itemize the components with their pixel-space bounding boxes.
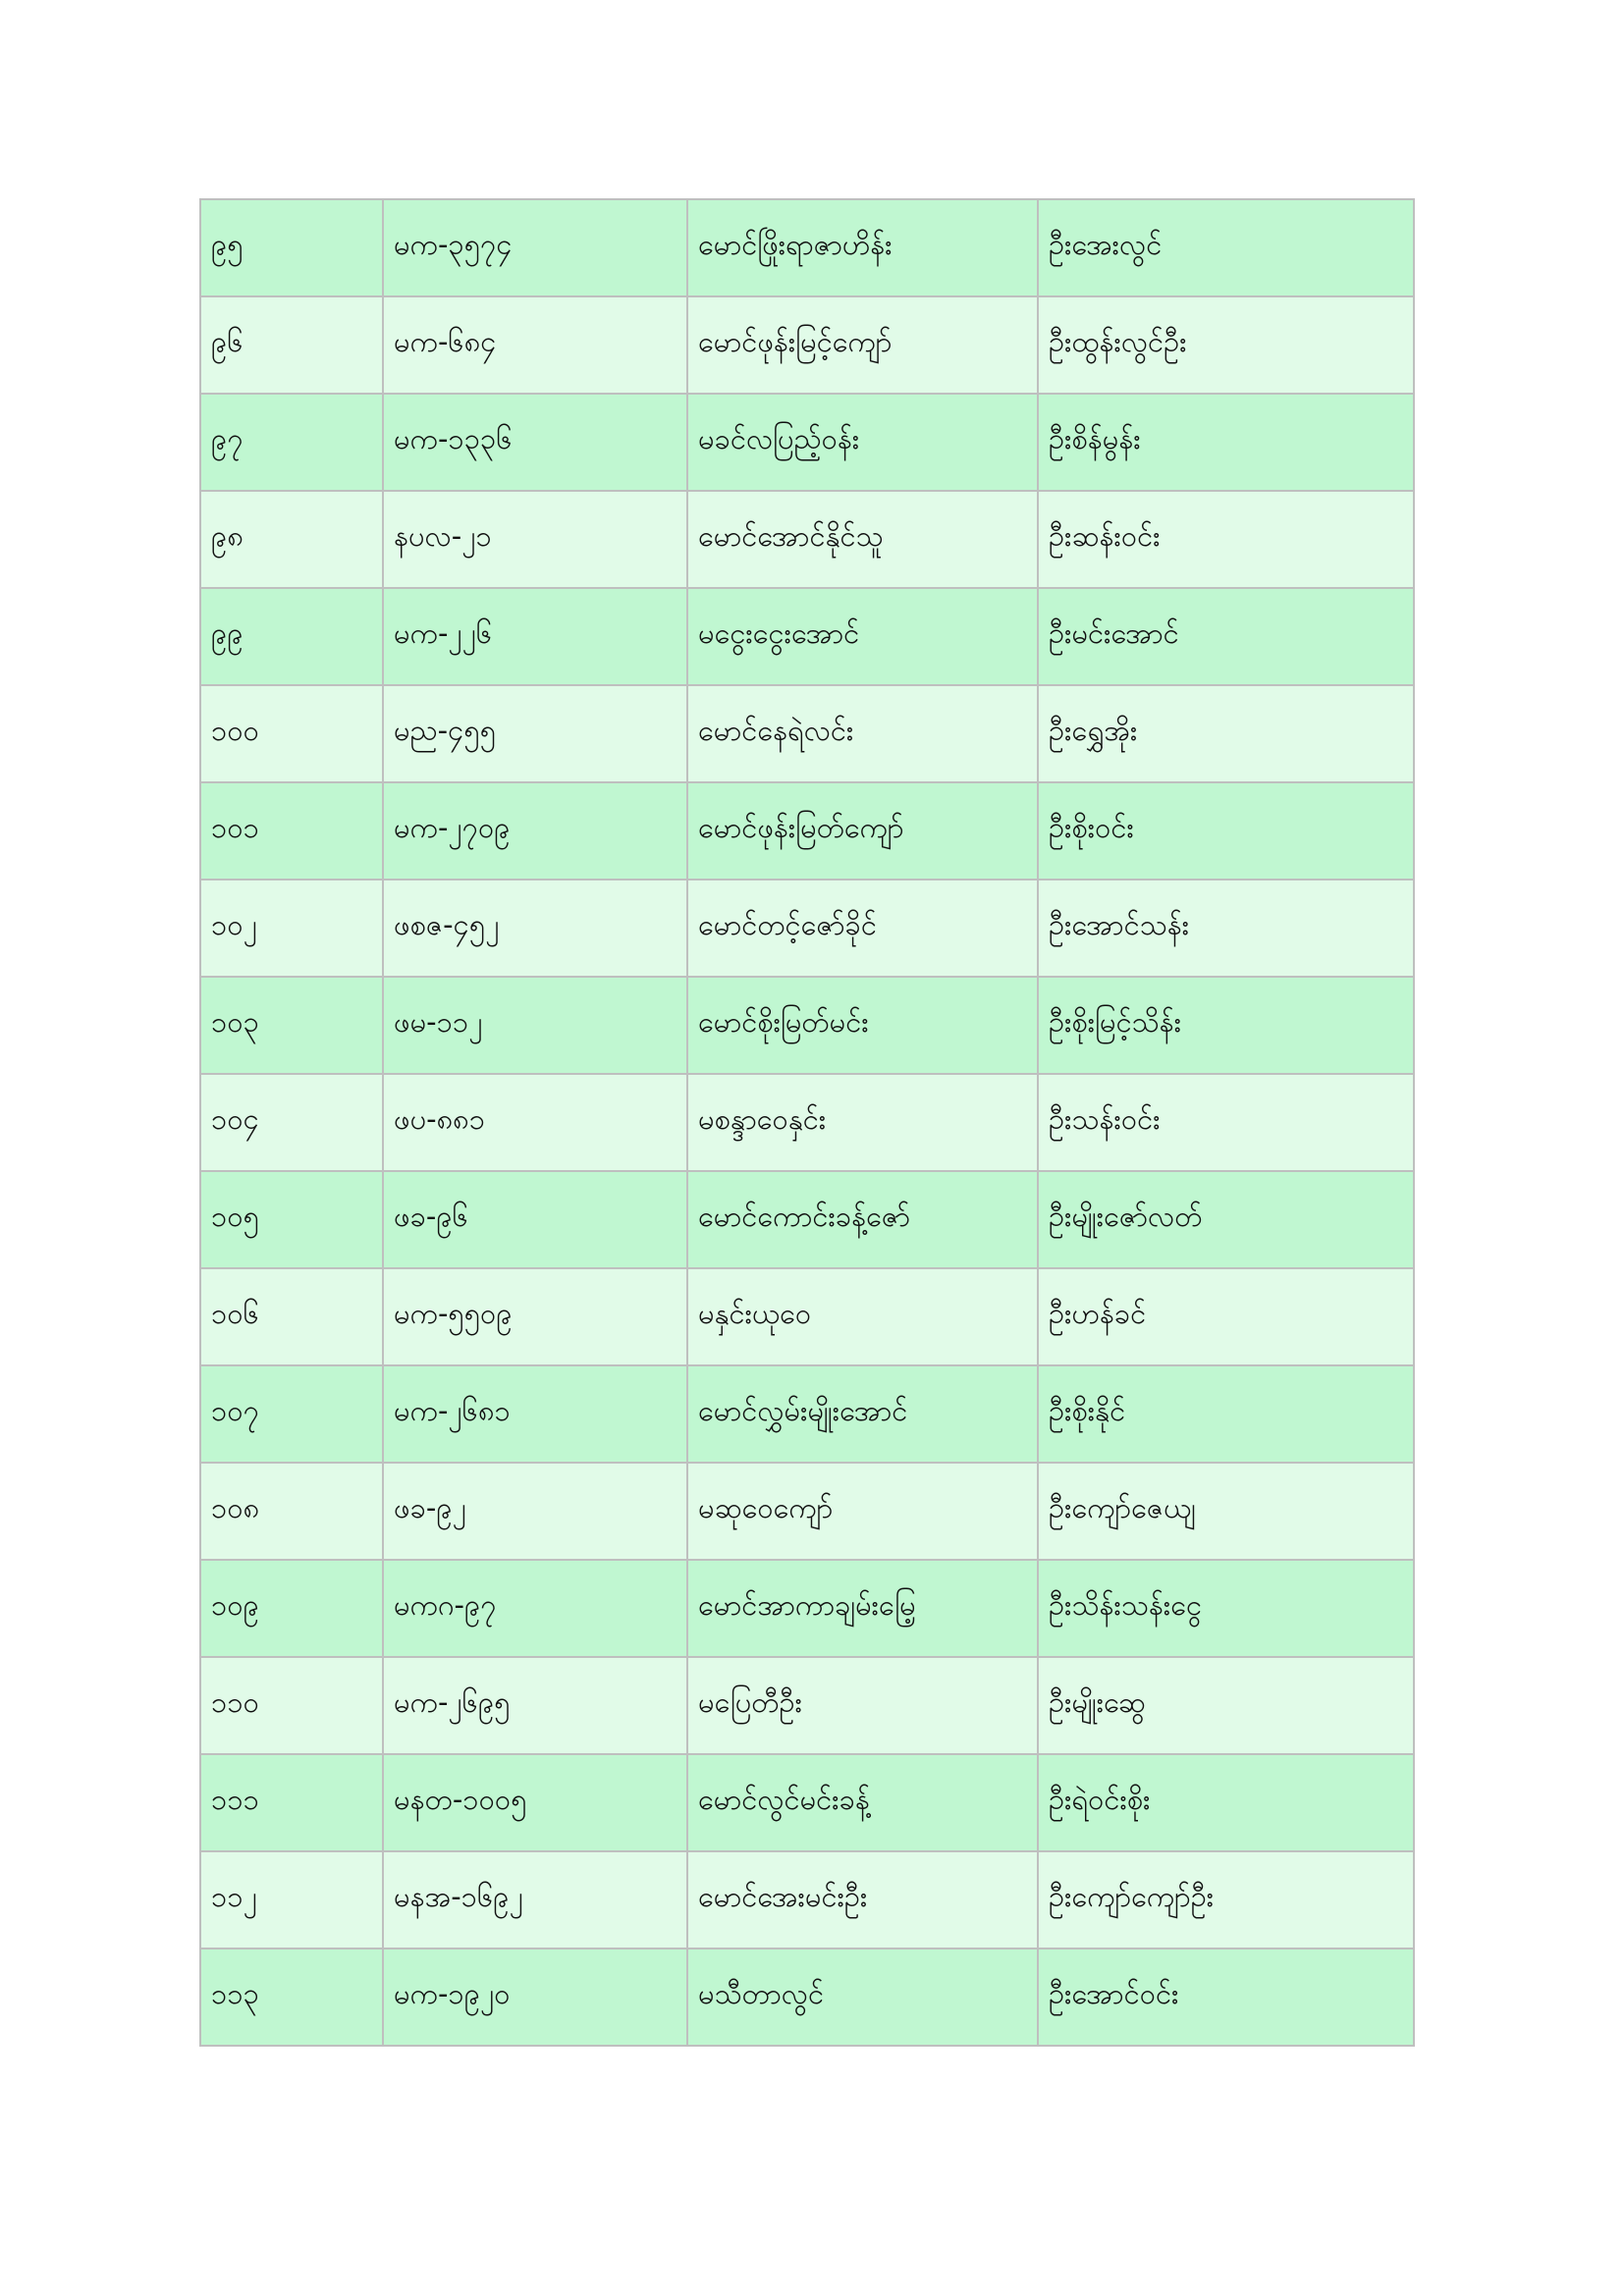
table-row xyxy=(200,1463,1414,1560)
row-number-cell: ၁၁၂ xyxy=(200,1851,383,1949)
table-row xyxy=(200,296,1414,394)
student-name-cell: မောင်နေရဲလင်း xyxy=(687,685,1038,782)
student-name-cell: မငွေးငွေးအောင် xyxy=(687,588,1038,685)
parent-name-cell: ဦးရဲဝင်းစိုး xyxy=(1038,1754,1414,1851)
table-row xyxy=(200,1268,1414,1365)
registration-id-cell: မက-၁၃၃၆ xyxy=(383,394,687,491)
registration-id-cell: နပလ-၂၁ xyxy=(383,491,687,588)
registration-id-cell: မက-၂၂၆ xyxy=(383,588,687,685)
table-row xyxy=(200,880,1414,977)
student-name-cell: မောင်စိုးမြတ်မင်း xyxy=(687,977,1038,1074)
row-number-cell: ၁၁၁ xyxy=(200,1754,383,1851)
student-name-cell: မောင်လွှမ်းမျိုးအောင် xyxy=(687,1365,1038,1463)
registration-id-cell: မက-၃၅၇၄ xyxy=(383,199,687,296)
registration-id-cell: မက-၂၆၉၅ xyxy=(383,1657,687,1754)
row-number-cell: ၁၀၀ xyxy=(200,685,383,782)
row-number-cell: ၁၀၄ xyxy=(200,1074,383,1171)
registration-id-cell: မက-၁၉၂၀ xyxy=(383,1949,687,2046)
table-row xyxy=(200,1560,1414,1657)
parent-name-cell: ဦးသိန်းသန်းငွေ xyxy=(1038,1560,1414,1657)
registration-id-cell: ဖစဇ-၄၅၂ xyxy=(383,880,687,977)
row-number-cell: ၁၀၁ xyxy=(200,782,383,880)
parent-name-cell: ဦးဆန်းဝင်း xyxy=(1038,491,1414,588)
registration-id-cell: မက-၆၈၄ xyxy=(383,296,687,394)
parent-name-cell: ဦးဟန်ခင် xyxy=(1038,1268,1414,1365)
parent-name-cell: ဦးမင်းအောင် xyxy=(1038,588,1414,685)
student-name-cell: မောင်ဖုန်းမြင့်ကျော် xyxy=(687,296,1038,394)
student-name-cell: မောင်ဖြိုးရာဇာဟိန်း xyxy=(687,199,1038,296)
table-row xyxy=(200,394,1414,491)
table-row xyxy=(200,1949,1414,2046)
student-roster-table xyxy=(199,198,1415,2047)
registration-id-cell: မနတ-၁၀၀၅ xyxy=(383,1754,687,1851)
parent-name-cell: ဦးစိုးနိုင် xyxy=(1038,1365,1414,1463)
student-name-cell: မနှင်းယုဝေ xyxy=(687,1268,1038,1365)
student-name-cell: မောင်လွင်မင်းခန့် xyxy=(687,1754,1038,1851)
student-name-cell: မပြေတီဦး xyxy=(687,1657,1038,1754)
parent-name-cell: ဦးကျော်ဇေယျ xyxy=(1038,1463,1414,1560)
student-name-cell: မစန္ဒာဝေနှင်း xyxy=(687,1074,1038,1171)
row-number-cell: ၉၉ xyxy=(200,588,383,685)
roster-body xyxy=(200,199,1414,2046)
registration-id-cell: မနအ-၁၆၉၂ xyxy=(383,1851,687,1949)
row-number-cell: ၁၀၇ xyxy=(200,1365,383,1463)
row-number-cell: ၁၁၃ xyxy=(200,1949,383,2046)
table-row xyxy=(200,1657,1414,1754)
student-name-cell: မဆုဝေကျော် xyxy=(687,1463,1038,1560)
table-row xyxy=(200,588,1414,685)
student-name-cell: မခင်လပြည့်ဝန်း xyxy=(687,394,1038,491)
table-row xyxy=(200,685,1414,782)
registration-id-cell: မည-၄၅၅ xyxy=(383,685,687,782)
row-number-cell: ၉၇ xyxy=(200,394,383,491)
row-number-cell: ၁၀၃ xyxy=(200,977,383,1074)
row-number-cell: ၁၀၆ xyxy=(200,1268,383,1365)
student-name-cell: မောင်အောင်နိုင်သူ xyxy=(687,491,1038,588)
registration-id-cell: မကဂ-၉၇ xyxy=(383,1560,687,1657)
row-number-cell: ၉၆ xyxy=(200,296,383,394)
parent-name-cell: ဦးစိန်မွန်း xyxy=(1038,394,1414,491)
registration-id-cell: မက-၅၅၀၉ xyxy=(383,1268,687,1365)
parent-name-cell: ဦးမျိုးဇော်လတ် xyxy=(1038,1171,1414,1268)
row-number-cell: ၉၅ xyxy=(200,199,383,296)
student-name-cell: မသီတာလွင် xyxy=(687,1949,1038,2046)
row-number-cell: ၁၀၅ xyxy=(200,1171,383,1268)
row-number-cell: ၁၀၂ xyxy=(200,880,383,977)
student-name-cell: မောင်ကောင်းခန့်ဇော် xyxy=(687,1171,1038,1268)
parent-name-cell: ဦးစိုးဝင်း xyxy=(1038,782,1414,880)
registration-id-cell: ဖခ-၉၆ xyxy=(383,1171,687,1268)
table-row xyxy=(200,782,1414,880)
table-row xyxy=(200,1074,1414,1171)
student-name-cell: မောင်တင့်ဇော်ခိုင် xyxy=(687,880,1038,977)
parent-name-cell: ဦးမျိုးဆွေ xyxy=(1038,1657,1414,1754)
row-number-cell: ၁၁၀ xyxy=(200,1657,383,1754)
parent-name-cell: ဦးကျော်ကျော်ဦး xyxy=(1038,1851,1414,1949)
parent-name-cell: ဦးရွှေအိုး xyxy=(1038,685,1414,782)
student-name-cell: မောင်အာကာချမ်းမြေ့ xyxy=(687,1560,1038,1657)
row-number-cell: ၉၈ xyxy=(200,491,383,588)
row-number-cell: ၁၀၈ xyxy=(200,1463,383,1560)
table-row xyxy=(200,1365,1414,1463)
table-row xyxy=(200,1171,1414,1268)
table-row xyxy=(200,1851,1414,1949)
registration-id-cell: ဖမ-၁၁၂ xyxy=(383,977,687,1074)
student-name-cell: မောင်အေးမင်းဦး xyxy=(687,1851,1038,1949)
table-row xyxy=(200,1754,1414,1851)
table-row xyxy=(200,491,1414,588)
parent-name-cell: ဦးအောင်သန်း xyxy=(1038,880,1414,977)
table-row xyxy=(200,199,1414,296)
parent-name-cell: ဦးသန်းဝင်း xyxy=(1038,1074,1414,1171)
registration-id-cell: ဖပ-၈၈၁ xyxy=(383,1074,687,1171)
table-row xyxy=(200,977,1414,1074)
parent-name-cell: ဦးထွန်းလွင်ဦး xyxy=(1038,296,1414,394)
registration-id-cell: ဖခ-၉၂ xyxy=(383,1463,687,1560)
student-name-cell: မောင်ဖုန်းမြတ်ကျော် xyxy=(687,782,1038,880)
parent-name-cell: ဦးအောင်ဝင်း xyxy=(1038,1949,1414,2046)
registration-id-cell: မက-၂၇၀၉ xyxy=(383,782,687,880)
parent-name-cell: ဦးစိုးမြင့်သိန်း xyxy=(1038,977,1414,1074)
row-number-cell: ၁၀၉ xyxy=(200,1560,383,1657)
parent-name-cell: ဦးအေးလွင် xyxy=(1038,199,1414,296)
registration-id-cell: မက-၂၆၈၁ xyxy=(383,1365,687,1463)
